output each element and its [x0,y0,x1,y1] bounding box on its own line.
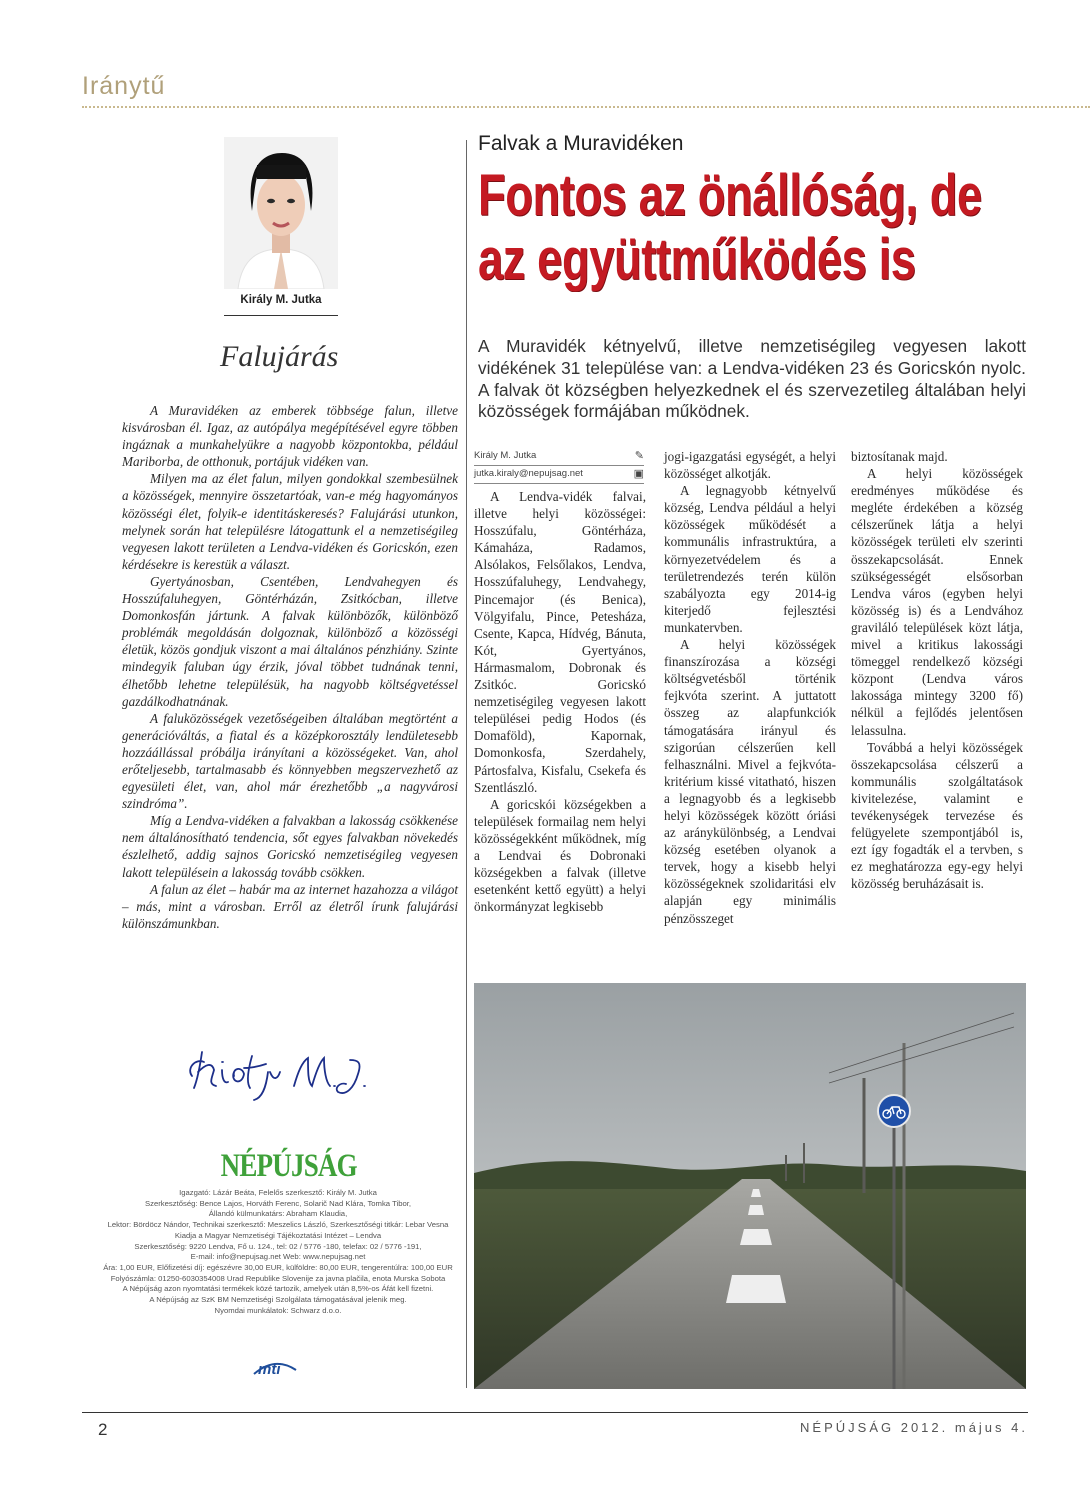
imprint-line: Igazgató: Lázár Beáta, Felelős szerkesztő: Király M. Jutka [179,1188,377,1197]
article-paragraph: A helyi közösségek finanszírozása a községi költségvetésből történik fejkvóta szerint. A juttatott összeg az alapfunkciók támogatására irányul és szigorúan célszerűen kell felhasználni. Mivel a fejkvóta-kritérium kissé vitatható, hiszen a legnagyobb és a legkisebb helyi közösségek között óriási az aránykülönbség, a Lendvai község esetében olyanok a tervek, hogy a kisebb helyi közösségeknek szolidaritási elv alapján egy minimális pénzösszeget [664,637,836,926]
imprint-line: Szerkesztőség: 9220 Lendva, Fő u. 124., tel: 02 / 5776 -180, telefax: 02 / 5776 -191, [134,1241,422,1251]
author-rule [224,315,338,316]
column-paragraph: Gyertyánosban, Csentében, Lendvahegyen és Hosszúfaluhegyen, Göntérházán, Zsitkócban, illetve Domonkosfán jártunk. A falvak különbözők, különböző problémák megoldásán dolgoznak, különböző a közösségi életük, közös gondjuk viszont a mai általános pénzhiány. Szinte mindegyik faluban úgy érzik, jóval többet tudnának tenni, élhetőbb lehetne településük, ha nagyobb költségvetéssel gazdálkodhatnának. [122,573,458,709]
article-column-1 [474,488,646,915]
headline-line: Fontos az önállóság, de [478,163,982,228]
imprint-line: A Népújság azon nyomtatási termékek közé tartozik, amelyek után 8,5%-os Áfát kell fizetni. [122,1284,434,1294]
article-kicker: Falvak a Muravidéken [478,132,684,155]
byline-name: Király M. Jutka [474,450,537,461]
column-paragraph: A Muravidéken az emberek többsége falun, illetve kisvárosban él. Igaz, az autópálya megépítésével egyre többen ingáznak a munkahelyükre a nagyobb központokba, például Mariborba, de otthonuk, portájuk vidéken van. [122,403,458,470]
mti-logo [250,1352,300,1382]
column-paragraph: A falun az élet – habár ma az internet hazahozza a világot – más, mint a városban. Erről az életről írunk falujárási különszámunkban. [122,881,458,931]
column-paragraph: Milyen ma az élet falun, milyen gondokkal szembesülnek a közösségek, mennyire összetartóak, van-e még hagyományos közösségi élet, folyik-e identitáskeresés? Falujárási utunkon, melynek során hat településre látogattunk el a nemzetiségileg vegyesen lakott területen a Lendva-vidéken és Goricskón, ezen kérdésekre is kerestük a választ. [122,471,458,572]
article-photo [474,983,1026,1389]
article-paragraph: biztosítanak majd. [851,449,948,464]
section-label: Iránytű [82,72,166,100]
article-paragraph: jogi-igazgatási egységét, a helyi közösséget alkotják. [664,449,836,482]
article-headline [478,163,982,292]
footer-rule [82,1412,1028,1413]
column-title: Falujárás [220,340,339,373]
byline [474,448,644,484]
column-paragraph: A faluközösségek vezetőségeiben általában megtörtént a generációváltás, a fiatal és a középkorosztály lendületesebb hozzáállással próbálja irányítani a közösségeket. Van, ahol erőteljesebb, tartalmasabb és könnyebben megszervezhető az egyesületi élet, van, ahol már érezhetőbb „a nagyvárosi szindróma”. [122,710,458,812]
imprint-line: E-mail: info@nepujsag.net Web: www.nepujsag.net [190,1252,366,1262]
imprint [88,1188,468,1316]
article-lead: A Muravidék kétnyelvű, illetve nemzetiségileg vegyesen lakott vidékének 31 települése van: a Lendva-vidéken 23 és Goricskón nyolc. A falvak öt községben helyezkednek el és szervezetileg általában helyi közösségek formájában működnek. [478,336,1026,422]
imprint-line: Nyomdai munkálatok: Schwarz d.o.o. [214,1305,342,1315]
article-paragraph: A legnagyobb kétnyelvű község, Lendva például a helyi közösségek működését a kommunális infrastruktúra, a környezetvédelem és a területrendezés terén külön szabályozta egy 2014-ig kiterjedő fejlesztési munkatervben. [664,483,836,635]
page-number: 2 [98,1420,108,1439]
article-paragraph: A goricskói községekben a települések formailag nem helyi közösségekként működnek, míg a Lendvai és Dobronaki községekben a falvak (illetve esetenként kettő együtt) a helyi önkormányzat legkisebb [474,796,646,915]
imprint-line: Szerkesztőség: Bence Lajos, Horváth Ferenc, Solarič Nad Klára, Tomka Tibor, [144,1198,412,1208]
headline-line: az együttműködés is [478,227,916,292]
article-paragraph: A helyi közösségek eredményes működése és megléte érdekében a község célszerűnek látja a helyi közösségek területi elv szerinti összekapcsolását. Ennek szükségességét elsősorban Lendva város (egyben helyi közösség is) és a Lendvához graviláló települések közt látja, mivel a kritikus lakossági tömeggel rendelkező községi központ (Lendva város lakossága mintegy 3200 fő) nélkül a fejlődés jelentősen lelassulna. [851,466,1023,738]
column-divider [466,140,467,1388]
footer-publication: NÉPÚJSÁG 2012. május 4. [800,1420,1028,1435]
imprint-line: Lektor: Bördöcz Nándor, Technikai szerkesztő: Meszelics László, Szerkesztőségi titkár: Lebar Vesna [107,1220,449,1230]
article-paragraph: Továbbá a helyi közösségek összekapcsolása célszerű a kommunális szolgáltatások kivitelezése, valamint e tevékenységek tervezése és felügyelete szempontjából is, ezt így fogadták el a tervben, s ez meghatározza egy-egy helyi közösség beruházásait is. [851,739,1023,892]
imprint-line: Kiadja a Magyar Nemzetiségi Tájékoztatási Intézet – Lendva [174,1230,382,1240]
imprint-line: Ára: 1,00 EUR, Előfizetési díj: egészévre 30,00 EUR, külföldre: 80,00 EUR, tengerentúlra: 100,00 EUR [103,1262,453,1272]
column-paragraph: Míg a Lendva-vidéken a falvakban a lakosság csökkenése nem általánosítható tendencia, sőt egyes falvakban növekedés észlelhető, addig sajnos Goricskó nemzetiségileg vegyesen lakott településein a lakosság tovább csökken. [122,813,458,880]
nepujsag-logo: NÉPÚJSÁG [220,1148,357,1184]
imprint-line: Állandó külmunkatárs: Abraham Klaudia, [208,1209,348,1219]
article-paragraph: A Lendva-vidék falvai, illetve helyi közösségei: Hosszúfalu, Göntérháza, Kámaháza, Radamos, Alsólakos, Felsőlakos, Lendva, Hosszúfaluhegy, Lendvahegy, Pincemajor (és Benica), Völgyifalu, Pince, Petesháza, Csente, Kapca, Hídvég, Bánuta, Kót, Gyertyános, Hármasmalom, Dobronak és Zsitkóc. Goricskó nemzetiségileg vegyesen lakott települései pedig Hodos (és Domaföld), Kapornak, Domonkosfa, Szerdahely, Pártosfalva, Kisfalu, Csekefa és Szentlászló. [474,489,646,795]
imprint-line: Folyószámla: 01250-6030354008 Urad Republike Slovenije za javna plačila, enota Murska Sobota [110,1273,446,1283]
header-rule [82,106,1090,108]
column-body [122,402,458,932]
monitor-icon: ▣ [633,468,644,480]
byline-email[interactable]: jutka.kiraly@nepujsag.net [474,468,583,479]
article-column-2 [664,448,836,927]
pen-icon: ✎ [634,450,644,462]
signature [182,1042,382,1102]
author-photo [224,137,338,289]
author-name: Király M. Jutka [240,294,322,306]
imprint-line: A Népújság az SzK BM Nemzetiségi Szolgálata támogatásával jelenik meg. [149,1295,407,1305]
mti-logo-text: mti [258,1361,281,1378]
article-column-3 [851,448,1023,892]
